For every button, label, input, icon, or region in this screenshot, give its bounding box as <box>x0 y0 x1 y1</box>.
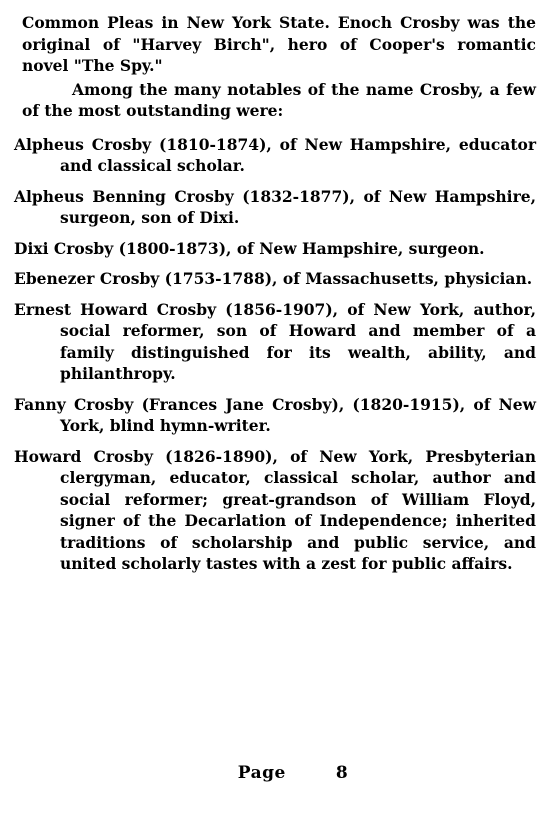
entry-ebenezer-crosby: Ebenezer Crosby (1753-1788), of Massachusetts, physician. <box>14 269 533 288</box>
intro-paragraph: Common Pleas in New York State. Enoch Crosby was the original of "Harvey Birch", hero of Cooper's romantic novel "The Spy." <box>22 13 536 75</box>
entry-ernest-howard-crosby: Ernest Howard Crosby (1856-1907), of New York, author, social reformer, son of Howard and member of a family distinguished for its wealth, ability, and philanthropy. <box>14 299 536 383</box>
entry-alpheus-benning-crosby: Alpheus Benning Crosby (1832-1877), of New Hampshire, surgeon, son of Dixi. <box>14 186 536 227</box>
entry-alpheus-crosby: Alpheus Crosby (1810-1874), of New Hampshire, educator and classical scholar. <box>14 134 536 175</box>
entry-fanny-crosby: Fanny Crosby (Frances Jane Crosby), (1820-1915), of New York, blind hymn-writer. <box>14 394 536 435</box>
page-footer <box>0 763 550 783</box>
entry-howard-crosby: Howard Crosby (1826-1890), of New York, Presbyterian clergyman, educator, classical scholar, author and social reformer; great-grandson of William Floyd, signer of the Decarlation of Independence; inherited traditions of scholarship and public service, and united scholarly tastes with a zest for public affairs. <box>14 446 536 573</box>
lead-paragraph: Among the many notables of the name Crosby, a few of the most outstanding were: <box>22 79 536 120</box>
body-text <box>14 12 536 575</box>
page-label: Page <box>237 763 286 783</box>
page-number: 8 <box>335 763 349 783</box>
entry-dixi-crosby: Dixi Crosby (1800-1873), of New Hampshire, surgeon. <box>14 238 485 258</box>
